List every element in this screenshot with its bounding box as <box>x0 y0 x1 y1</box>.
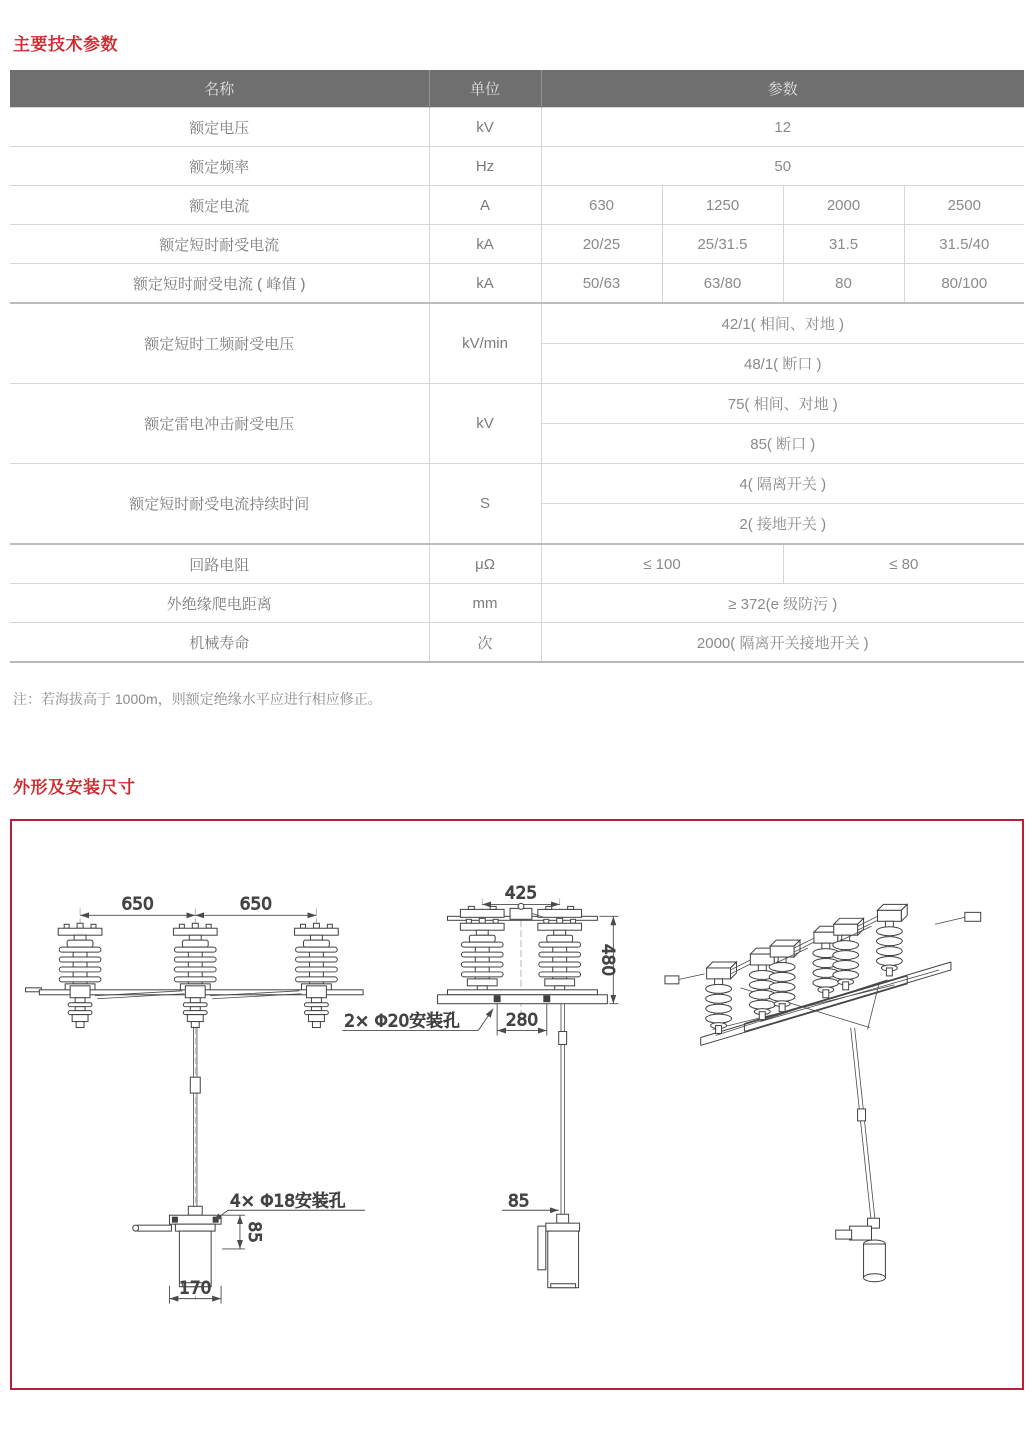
cell-value: ≤ 100 <box>541 544 783 584</box>
cell-value: ≥ 372(e 级防污 ) <box>541 584 1024 623</box>
cell-value: 2000 <box>783 186 904 225</box>
cell-value: 85( 断口 ) <box>541 424 1024 464</box>
technical-drawing <box>12 821 1022 1388</box>
table-row <box>10 623 1024 663</box>
table-row <box>10 147 1024 186</box>
table-row <box>10 186 1024 225</box>
cell-unit: μΩ <box>429 544 541 584</box>
svg-text:650: 650 <box>239 893 272 914</box>
cell-value: 50 <box>541 147 1024 186</box>
dimension-170 <box>169 1278 221 1304</box>
cell-unit: kV/min <box>429 303 541 384</box>
cell-unit: Hz <box>429 147 541 186</box>
cell-name: 额定短时耐受电流持续时间 <box>10 464 429 545</box>
cell-value: 31.5/40 <box>904 225 1024 264</box>
spec-table <box>10 70 1024 663</box>
cell-name: 额定频率 <box>10 147 429 186</box>
cell-value: 48/1( 断口 ) <box>541 344 1024 384</box>
dimension-85-front <box>222 1215 265 1249</box>
table-row <box>10 303 1024 344</box>
svg-text:650: 650 <box>121 893 154 914</box>
iso-mechanism <box>836 1218 886 1282</box>
table-header-unit: 单位 <box>429 70 541 108</box>
cell-name: 额定短时工频耐受电压 <box>10 303 429 384</box>
cell-unit: kV <box>429 384 541 464</box>
table-header-row <box>10 70 1024 108</box>
cell-name: 回路电阻 <box>10 544 429 584</box>
cell-value: 25/31.5 <box>662 225 783 264</box>
cell-name: 额定电压 <box>10 108 429 147</box>
table-row <box>10 225 1024 264</box>
cell-value: 80/100 <box>904 264 1024 304</box>
insulator-stub <box>68 998 92 1028</box>
cell-value: 4( 隔离开关 ) <box>541 464 1024 504</box>
side-holes-label <box>342 1009 493 1031</box>
insulator-post <box>538 918 582 991</box>
table-row <box>10 384 1024 424</box>
svg-text:425: 425 <box>504 882 538 903</box>
side-view-drawing <box>342 882 618 1287</box>
cell-value: 31.5 <box>783 225 904 264</box>
table-row <box>10 544 1024 584</box>
section-title-outline-dimensions: 外形及安装尺寸 <box>13 778 136 797</box>
cell-value: 50/63 <box>541 264 662 304</box>
cell-name: 额定短时耐受电流 ( 峰值 ) <box>10 264 429 304</box>
svg-text:2× Φ20安装孔: 2× Φ20安装孔 <box>344 1010 460 1031</box>
phase-unit <box>833 904 907 989</box>
front-view-drawing <box>25 893 365 1303</box>
cell-value: 2000( 隔离开关接地开关 ) <box>541 623 1024 663</box>
front-mechanism <box>133 1206 221 1286</box>
insulator-stub <box>304 998 328 1028</box>
svg-text:170: 170 <box>179 1277 212 1298</box>
table-row <box>10 584 1024 623</box>
phase-unit <box>706 948 780 1033</box>
cell-name: 额定短时耐受电流 <box>10 225 429 264</box>
dimension-650-right <box>195 893 316 915</box>
cell-value: 2( 接地开关 ) <box>541 504 1024 545</box>
table-footnote: 注：若海拔高于 1000m，则额定绝缘水平应进行相应修正。 <box>13 691 382 707</box>
cell-unit: S <box>429 464 541 545</box>
cell-unit: mm <box>429 584 541 623</box>
cell-value: 75( 相间、对地 ) <box>541 384 1024 424</box>
cell-value: 80 <box>783 264 904 304</box>
dimension-280 <box>497 1004 547 1036</box>
dimension-480 <box>598 916 618 1003</box>
cell-value: 20/25 <box>541 225 662 264</box>
cell-value: ≤ 80 <box>783 544 1024 584</box>
svg-text:4× Φ18安装孔: 4× Φ18安装孔 <box>230 1190 346 1211</box>
isometric-view-drawing <box>665 904 981 1281</box>
table-row <box>10 264 1024 304</box>
front-holes-label <box>213 1190 365 1221</box>
svg-text:85: 85 <box>508 1190 530 1211</box>
svg-text:480: 480 <box>598 943 619 977</box>
table-header-name: 名称 <box>10 70 429 108</box>
cell-value: 12 <box>541 108 1024 147</box>
svg-text:85: 85 <box>244 1221 265 1243</box>
dimension-650-left <box>80 893 195 915</box>
cell-value: 2500 <box>904 186 1024 225</box>
insulator-stub <box>183 998 207 1028</box>
cell-name: 机械寿命 <box>10 623 429 663</box>
insulator-post <box>460 918 504 991</box>
outline-drawing-panel <box>10 819 1024 1390</box>
cell-unit: A <box>429 186 541 225</box>
table-row <box>10 464 1024 504</box>
dimension-425 <box>482 882 559 904</box>
cell-unit: kA <box>429 264 541 304</box>
cell-value: 42/1( 相间、对地 ) <box>541 303 1024 344</box>
cell-value: 630 <box>541 186 662 225</box>
table-header-param: 参数 <box>541 70 1024 108</box>
cell-name: 额定电流 <box>10 186 429 225</box>
cell-name: 外绝缘爬电距离 <box>10 584 429 623</box>
cell-unit: kV <box>429 108 541 147</box>
svg-text:280: 280 <box>505 1009 539 1030</box>
section-title-main-parameters: 主要技术参数 <box>13 35 118 54</box>
cell-value: 1250 <box>662 186 783 225</box>
phase-unit <box>769 926 843 1011</box>
cell-unit: kA <box>429 225 541 264</box>
side-mechanism <box>538 1214 580 1287</box>
dimension-85-side <box>502 1190 559 1210</box>
cell-name: 额定雷电冲击耐受电压 <box>10 384 429 464</box>
table-row <box>10 108 1024 147</box>
cell-value: 63/80 <box>662 264 783 304</box>
cell-unit: 次 <box>429 623 541 663</box>
